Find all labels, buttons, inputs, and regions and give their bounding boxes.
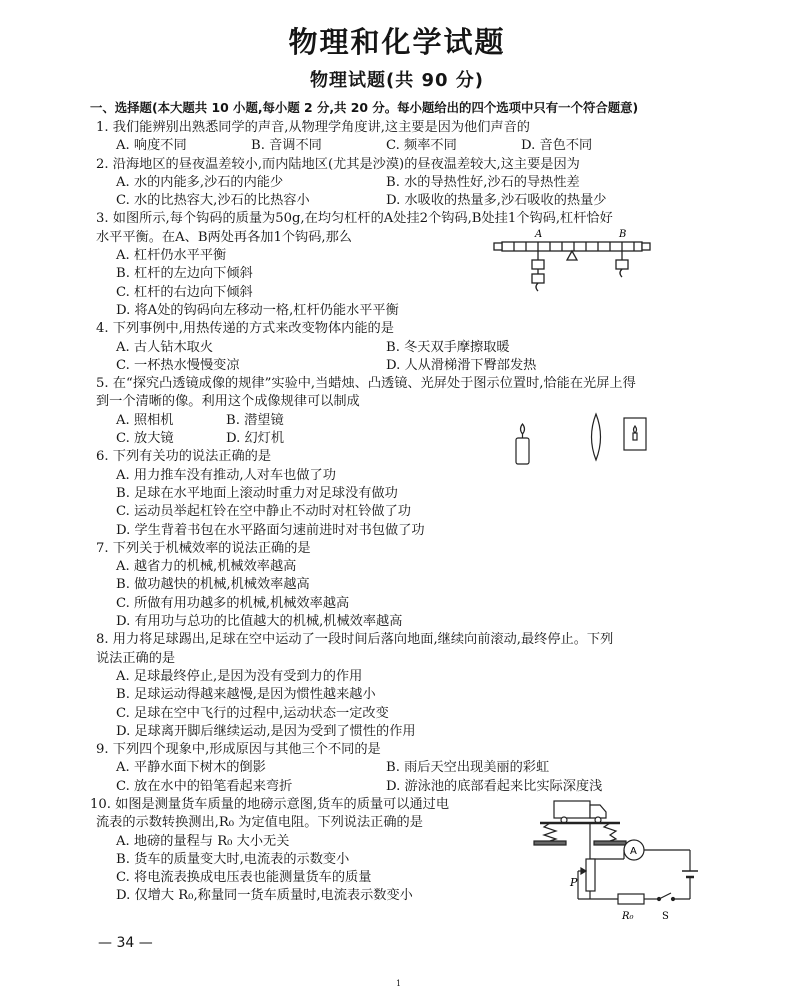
option-a: A. 照相机 <box>116 412 174 428</box>
flame-icon <box>521 424 525 434</box>
label-a: A <box>535 229 543 240</box>
question-stem: 8. 用力将足球踢出,足球在空中运动了一段时间后落向地面,继续向前滚动,最终停止。下列 <box>96 632 614 648</box>
rheostat <box>586 859 595 891</box>
ammeter-label: A <box>630 846 637 857</box>
question-1 <box>96 119 656 156</box>
option-c: C. 放在水中的铅笔看起来弯折 <box>116 778 293 794</box>
truck-icon <box>554 801 590 818</box>
option-d: D. 人从滑梯滑下臀部发热 <box>386 357 537 373</box>
resistor-r0 <box>618 894 644 904</box>
question-stem: 7. 下列关于机械效率的说法正确的是 <box>96 540 311 556</box>
option-a: A. 足球最终停止,是因为没有受到力的作用 <box>116 668 363 684</box>
question-stem: 10. 如图是测量货车质量的地磅示意图,货车的质量可以通过电 <box>90 796 450 812</box>
question-stem: 5. 在“探究凸透镜成像的规律”实验中,当蜡烛、凸透镜、光屏处于图示位置时,恰能在光屏上得 <box>96 376 636 392</box>
option-c: C. 水的比热容大,沙石的比热容小 <box>116 193 310 209</box>
option-d: D. 音色不同 <box>521 138 593 154</box>
option-b: B. 音调不同 <box>251 138 322 154</box>
options-row <box>96 759 656 777</box>
question-stem-line2: 到一个清晰的像。利用这个成像规律可以制成 <box>96 394 360 410</box>
option-d: D. 足球离开脚后继续运动,是因为受到了惯性的作用 <box>116 723 416 739</box>
option-d: D. 水吸收的热量多,沙石吸收的热量少 <box>386 193 607 209</box>
resistor-label: R₀ <box>622 911 634 922</box>
fulcrum <box>567 251 577 260</box>
options-row <box>96 778 656 796</box>
page-title: 物理和化学试题 <box>288 25 506 59</box>
lever-bar <box>502 242 642 251</box>
option-c: C. 杠杆的右边向下倾斜 <box>116 284 253 300</box>
options-row <box>96 137 656 155</box>
option-b: B. 足球在水平地面上滚动时重力对足球没有做功 <box>116 485 398 501</box>
section-subtitle: 物理试题(共 90 分) <box>309 70 485 91</box>
options-row <box>96 339 656 357</box>
question-stem: 2. 沿海地区的昼夜温差较小,而内陆地区(尤其是沙漠)的昼夜温差较大,这主要是因为 <box>96 156 580 172</box>
question-7 <box>96 540 656 631</box>
option-c: C. 一杯热水慢慢变凉 <box>116 357 240 373</box>
option-a: A. 平静水面下树木的倒影 <box>116 760 266 776</box>
switch <box>659 893 671 899</box>
question-stem-line2: 说法正确的是 <box>96 650 176 666</box>
option-d: D. 有用功与总功的比值越大的机械,机械效率越高 <box>116 614 403 630</box>
options-row <box>96 357 656 375</box>
option-a: A. 响度不同 <box>116 138 187 154</box>
option-b: B. 冬天双手摩擦取暖 <box>386 339 510 355</box>
slider-label: P <box>570 876 578 889</box>
option-d: D. 幻灯机 <box>226 431 285 447</box>
question-stem: 4. 下列事例中,用热传递的方式来改变物体内能的是 <box>96 321 394 337</box>
option-a: A. 用力推车没有推动,人对车也做了功 <box>116 467 336 483</box>
question-stem-line2: 水平平衡。在A、B两处再各加1个钩码,那么 <box>96 229 352 245</box>
option-a: A. 古人钻木取火 <box>116 339 214 355</box>
lever-figure <box>490 226 650 306</box>
option-b: B. 做功越快的机械,机械效率越高 <box>116 577 310 593</box>
option-a: A. 地磅的量程与 R₀ 大小无关 <box>116 833 290 849</box>
option-d: D. 将A处的钩码向左移动一格,杠杆仍能水平平衡 <box>116 302 399 318</box>
question-stem: 3. 如图所示,每个钩码的质量为50g,在均匀杠杆的A处挂2个钩码,B处挂1个钩码,杠杆恰好 <box>96 211 613 227</box>
question-9 <box>96 741 656 796</box>
option-b: B. 足球运动得越来越慢,是因为惯性越来越小 <box>116 687 376 703</box>
label-b: B <box>619 229 627 240</box>
option-c: C. 将电流表换成电压表也能测量货车的质量 <box>116 870 372 886</box>
option-d: D. 仅增大 R₀,称量同一货车质量时,电流表示数变小 <box>116 888 413 904</box>
option-a: A. 水的内能多,沙石的内能少 <box>116 174 284 190</box>
option-c: C. 放大镜 <box>116 431 174 447</box>
option-d: D. 学生背着书包在水平路面匀速前进时对书包做了功 <box>116 522 425 538</box>
lens-experiment-figure <box>508 410 668 470</box>
spring-left <box>544 823 556 841</box>
footer-mark: 1 <box>396 979 402 988</box>
option-b: B. 货车的质量变大时,电流表的示数变小 <box>116 851 350 867</box>
option-a: A. 杠杆仍水平平衡 <box>116 248 227 264</box>
question-4 <box>96 320 656 375</box>
option-c: C. 所做有用功越多的机械,机械效率越高 <box>116 595 350 611</box>
section-header: 一、选择题(本大题共 10 小题,每小题 2 分,共 20 分。每小题给出的四个选项中只有一个符合题意) <box>90 100 639 115</box>
question-stem: 1. 我们能辨别出熟悉同学的声音,从物理学角度讲,这主要是因为他们声音的 <box>96 120 530 135</box>
question-2 <box>96 156 656 211</box>
option-b: B. 潜望镜 <box>226 412 284 428</box>
spring-right <box>604 823 616 841</box>
option-d: D. 游泳池的底部看起来比实际深度浅 <box>386 778 603 794</box>
question-stem: 9. 下列四个现象中,形成原因与其他三个不同的是 <box>96 742 381 758</box>
question-8 <box>96 631 656 741</box>
weighbridge-circuit-figure <box>520 795 720 925</box>
option-c: C. 频率不同 <box>386 138 457 154</box>
option-b: B. 雨后天空出现美丽的彩虹 <box>386 760 550 776</box>
switch-label: S <box>662 911 669 922</box>
convex-lens <box>592 414 601 460</box>
question-stem: 6. 下列有关功的说法正确的是 <box>96 449 272 465</box>
option-c: C. 足球在空中飞行的过程中,运动状态一定改变 <box>116 705 389 721</box>
page-number: — 34 — <box>98 935 153 951</box>
question-stem-line2: 流表的示数转换测出,R₀ 为定值电阻。下列说法正确的是 <box>96 815 423 831</box>
option-a: A. 越省力的机械,机械效率越高 <box>116 559 297 575</box>
option-c: C. 运动员举起杠铃在空中静止不动时对杠铃做了功 <box>116 504 411 520</box>
option-b: B. 水的导热性好,沙石的导热性差 <box>386 174 580 190</box>
options-row <box>96 192 656 210</box>
options-row <box>96 174 656 192</box>
option-b: B. 杠杆的左边向下倾斜 <box>116 266 253 282</box>
candle <box>516 438 529 464</box>
